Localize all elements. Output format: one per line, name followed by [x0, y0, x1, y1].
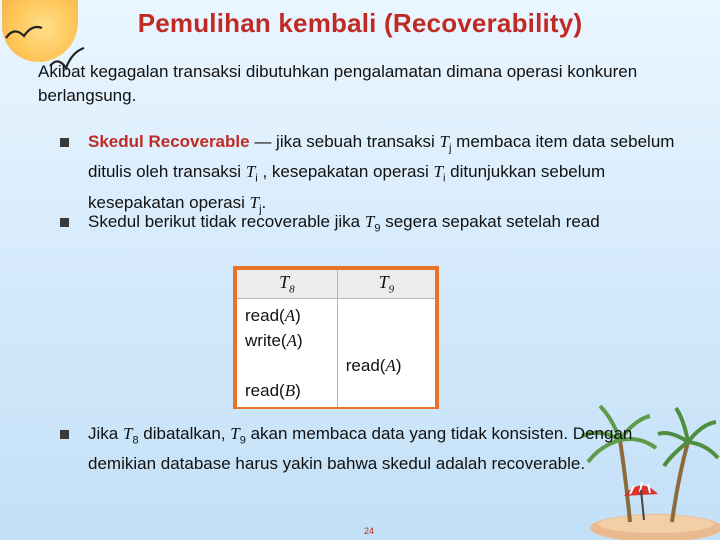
bullet-recoverable-schedule: [60, 130, 678, 221]
op-row-empty: [346, 328, 427, 353]
math-sub: 9: [374, 222, 381, 235]
math-var: T: [122, 424, 133, 443]
op-row: [245, 303, 329, 328]
table-cell-t8: [237, 299, 337, 408]
op-row: [346, 353, 427, 378]
bullet-inconsistent-read: [60, 422, 678, 476]
op-item: A: [286, 331, 297, 350]
math-var: T: [439, 132, 449, 151]
op-item: A: [284, 306, 296, 325]
bullet-text: Jika: [88, 424, 123, 443]
op-item: A: [385, 356, 396, 375]
math-sub: i: [442, 172, 446, 185]
bullet-marker: [60, 138, 69, 147]
math-sub: i: [255, 172, 258, 185]
math-sub: j: [259, 203, 262, 216]
bullet-text: Skedul berikut tidak recoverable jika: [88, 212, 365, 231]
header-var: T: [378, 272, 389, 293]
op-close: ): [395, 356, 402, 375]
bullet-text: ditunjukkan sebelum kesepakatan operasi: [88, 162, 606, 212]
math-sub: j: [448, 142, 452, 155]
bullet-text: .: [261, 192, 267, 212]
schedule-table: [233, 266, 439, 409]
op-row-empty: [346, 378, 427, 403]
bullet-text: , kesepakatan operasi: [257, 162, 434, 182]
bullet-text: dibatalkan,: [138, 424, 231, 443]
math-var: T: [230, 424, 240, 443]
op-close: ): [295, 381, 301, 400]
header-sub: 8: [289, 283, 295, 296]
op-text: write(: [245, 331, 287, 350]
math-var: T: [245, 162, 256, 182]
op-text: read(: [245, 306, 285, 325]
math-var: T: [364, 212, 375, 231]
bullet-text: — jika sebuah transaksi: [254, 132, 440, 151]
op-close: ): [295, 306, 301, 325]
header-var: T: [279, 272, 290, 293]
bullet-text: akan membaca data yang tidak konsisten. Dengan demikian database harus yakin bahwa skedul adalah recoverable.: [88, 424, 633, 474]
table-header-t9: [337, 270, 435, 299]
table-cell-t9: [337, 299, 435, 408]
math-var: T: [433, 162, 443, 182]
intro-text: Akibat kegagalan transaksi dibutuhkan pengalamatan dimana operasi konkuren berlangsung.: [38, 62, 638, 105]
table-header-t8: [237, 270, 337, 299]
op-row-empty: [245, 353, 329, 378]
bullet-text: membaca item data sebelum ditulis oleh transaksi: [88, 132, 675, 182]
op-row: [245, 378, 329, 403]
term-recoverable-schedule: Skedul Recoverable: [88, 132, 250, 151]
op-text: read(: [345, 356, 386, 375]
op-row-empty: [346, 303, 427, 328]
math-sub: 9: [239, 434, 246, 447]
math-var: T: [249, 192, 260, 212]
op-row: [245, 328, 329, 353]
bullet-text: segera sepakat setelah read: [380, 212, 600, 231]
bullet-marker: [60, 430, 69, 439]
op-text: read(: [245, 381, 285, 400]
page-number: 24: [364, 526, 375, 536]
bullet-marker: [60, 218, 69, 227]
math-sub: 8: [132, 434, 139, 447]
header-sub: 9: [388, 283, 395, 296]
bullet-not-recoverable: [60, 210, 678, 240]
slide-title: Pemulihan kembali (Recoverability): [137, 8, 583, 38]
op-close: ): [296, 331, 303, 350]
op-item: B: [284, 381, 296, 400]
schedule-grid: [237, 270, 435, 407]
